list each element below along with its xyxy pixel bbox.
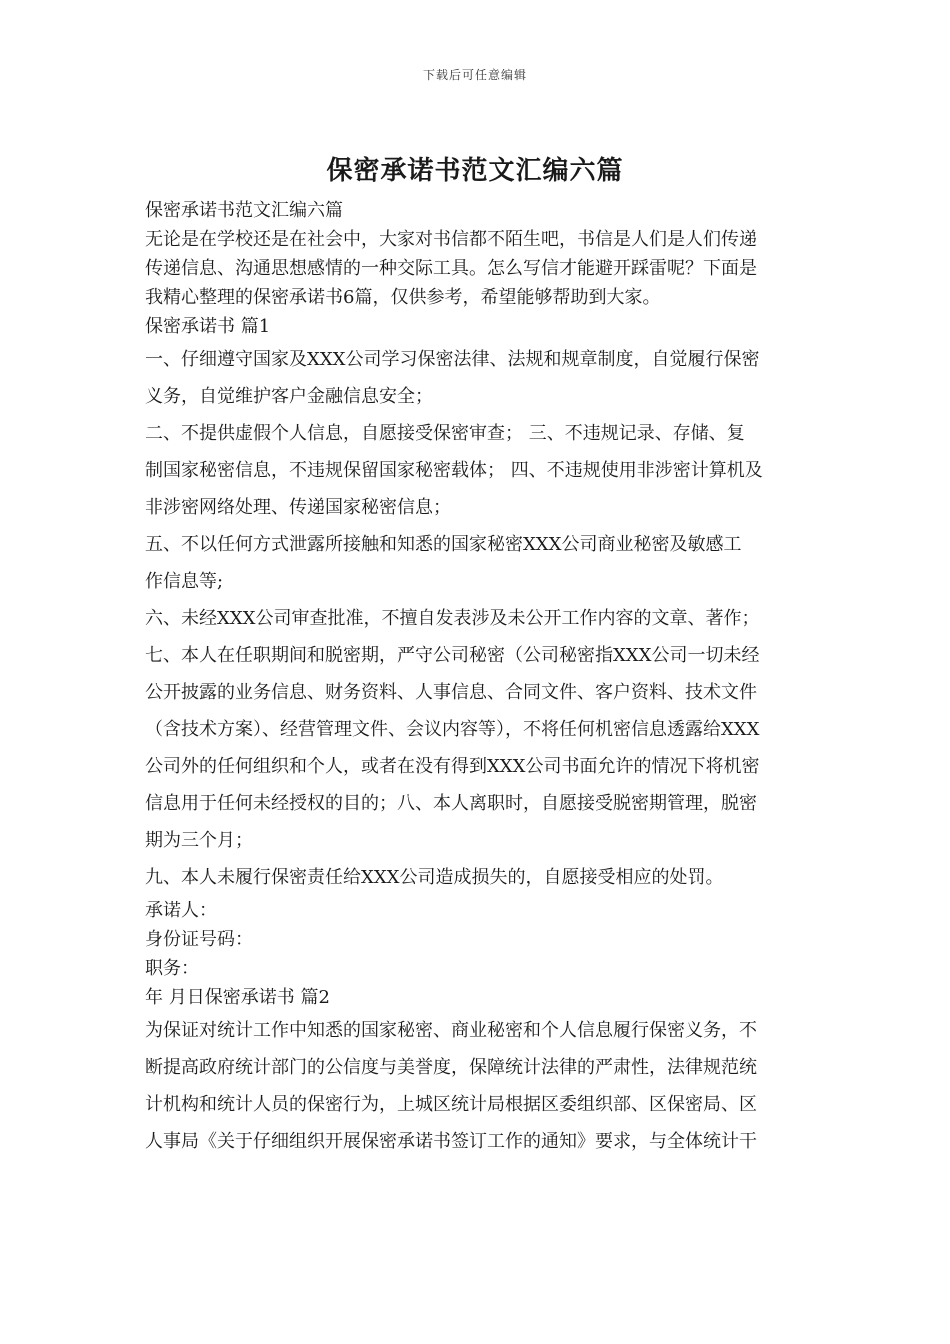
body-line: 承诺人： bbox=[145, 900, 217, 921]
body-line: 年 月日保密承诺书 篇2 bbox=[145, 987, 330, 1008]
body-line: 一、仔细遵守国家及XXX公司学习保密法律、法规和规章制度，自觉履行保密 bbox=[145, 349, 760, 370]
body-line: 公司外的任何组织和个人，或者在没有得到XXX公司书面允许的情况下将机密 bbox=[145, 756, 760, 777]
body-line: 保密承诺书范文汇编六篇 bbox=[145, 200, 343, 221]
body-line: 七、本人在任职期间和脱密期，严守公司秘密（公司秘密指XXX公司一切未经 bbox=[145, 645, 760, 666]
document-title: 保密承诺书范文汇编六篇 bbox=[326, 156, 624, 186]
body-line: 公开披露的业务信息、财务资料、人事信息、合同文件、客户资料、技术文件 bbox=[145, 682, 757, 703]
body-line: 断提高政府统计部门的公信度与美誉度，保障统计法律的严肃性，法律规范统 bbox=[145, 1057, 757, 1078]
header-note: 下载后可任意编辑 bbox=[422, 68, 527, 82]
body-line: 非涉密网络处理、传递国家秘密信息； bbox=[145, 497, 451, 518]
body-line: 人事局《关于仔细组织开展保密承诺书签订工作的通知》要求，与全体统计干 bbox=[145, 1131, 757, 1152]
body-line: 二、不提供虚假个人信息，自愿接受保密审查； 三、不违规记录、存储、复 bbox=[145, 423, 745, 444]
body-line: 六、未经XXX公司审查批准，不擅自发表涉及未公开工作内容的文章、著作； bbox=[145, 608, 760, 629]
body-line: 计机构和统计人员的保密行为，上城区统计局根据区委组织部、区保密局、区 bbox=[145, 1094, 757, 1115]
body-line: 九、本人未履行保密责任给XXX公司造成损失的，自愿接受相应的处罚。 bbox=[145, 867, 724, 888]
body-line: 职务： bbox=[145, 958, 199, 979]
body-line: （含技术方案）、经营管理文件、会议内容等），不将任何机密信息透露给XXX bbox=[145, 719, 760, 740]
body-line: 作信息等; bbox=[145, 571, 224, 592]
body-line: 身份证号码： bbox=[145, 929, 253, 950]
body-line: 制国家秘密信息，不违规保留国家秘密载体； 四、不违规使用非涉密计算机及 bbox=[145, 460, 763, 481]
body-line: 信息用于任何未经授权的目的；八、本人离职时，自愿接受脱密期管理，脱密 bbox=[145, 793, 757, 814]
body-line: 无论是在学校还是在社会中，大家对书信都不陌生吧，书信是人们是人们传递 bbox=[145, 229, 757, 250]
body-line: 义务，自觉维护客户金融信息安全； bbox=[145, 386, 433, 407]
body-line: 为保证对统计工作中知悉的国家秘密、商业秘密和个人信息履行保密义务，不 bbox=[145, 1020, 757, 1041]
body-line: 保密承诺书 篇1 bbox=[145, 316, 271, 337]
body-line: 期为三个月； bbox=[145, 830, 253, 851]
body-line: 传递信息、沟通思想感情的一种交际工具。怎么写信才能避开踩雷呢？下面是 bbox=[145, 258, 757, 279]
document-body bbox=[145, 196, 810, 1160]
body-line: 我精心整理的保密承诺书6篇，仅供参考，希望能够帮助到大家。 bbox=[145, 287, 661, 308]
body-line: 五、不以任何方式泄露所接触和知悉的国家秘密XXX公司商业秘密及敏感工 bbox=[145, 534, 742, 555]
